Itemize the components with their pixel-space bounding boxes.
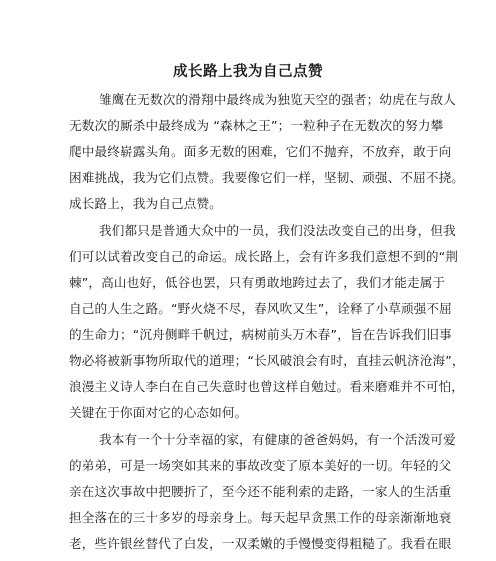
text-line: 们可以试着改变自己的命运。成长路上，会有许多我们意想不到的“荆 <box>69 249 458 264</box>
text-line: 老，些许银丝替代了白发，一双柔嫩的手慢慢变得粗糙了。我看在眼 <box>69 536 452 551</box>
text-line: 我们都只是普通大众中的一员，我们没法改变自己的出身，但我 <box>99 223 456 238</box>
text-line: 困难挑战，我为它们点赞。我要像它们一样，坚韧、顽强、不屈不挠。 <box>69 170 465 185</box>
text-line: 雏鹰在无数次的滑翔中最终成为独览天空的强者；幼虎在与敌人 <box>99 92 456 107</box>
text-line: 亲在这次事故中把腰折了，至今还不能利索的走路，一家人的生活重 <box>69 484 452 499</box>
text-line: 担全落在的三十多岁的母亲身上。每天起早贪黑工作的母亲渐渐地衰 <box>69 510 452 525</box>
text-line: 的生命力；“沉舟侧畔千帆过，病树前头万木春”，旨在告诉我们旧事 <box>69 327 452 342</box>
text-line: 棘”，高山也好，低谷也罢，只有勇敢地跨过去了，我们才能走属于 <box>69 275 446 290</box>
text-line: 自己的人生之路。“野火烧不尽，春风吹又生”，诠释了小草顽强不屈 <box>69 301 452 316</box>
document-title: 成长路上我为自己点赞 <box>173 64 323 80</box>
text-line: 爬中最终崭露头角。面多无数的困难，它们不抛弃，不放弃，敢于向 <box>69 144 452 159</box>
text-line: 无数次的厮杀中最终成为 “森林之王”；一粒种子在无数次的努力攀 <box>69 118 444 133</box>
text-line: 我本有一个十分幸福的家，有健康的爸爸妈妈，有一个活泼可爱 <box>99 432 456 447</box>
text-line: 浪漫主义诗人李白在自己失意时也曾这样自勉过。看来磨难并不可怕， <box>69 379 465 394</box>
text-line: 关键在于你面对它的心态如何。 <box>69 405 248 420</box>
text-line: 的弟弟，可是一场突如其来的事故改变了原本美好的一切。年轻的父 <box>69 458 452 473</box>
text-line: 成长路上，我为自己点赞。 <box>69 196 222 211</box>
text-line: 物必将被新事物所取代的道理；“长风破浪会有时，直挂云帆济沧海”， <box>69 353 465 368</box>
